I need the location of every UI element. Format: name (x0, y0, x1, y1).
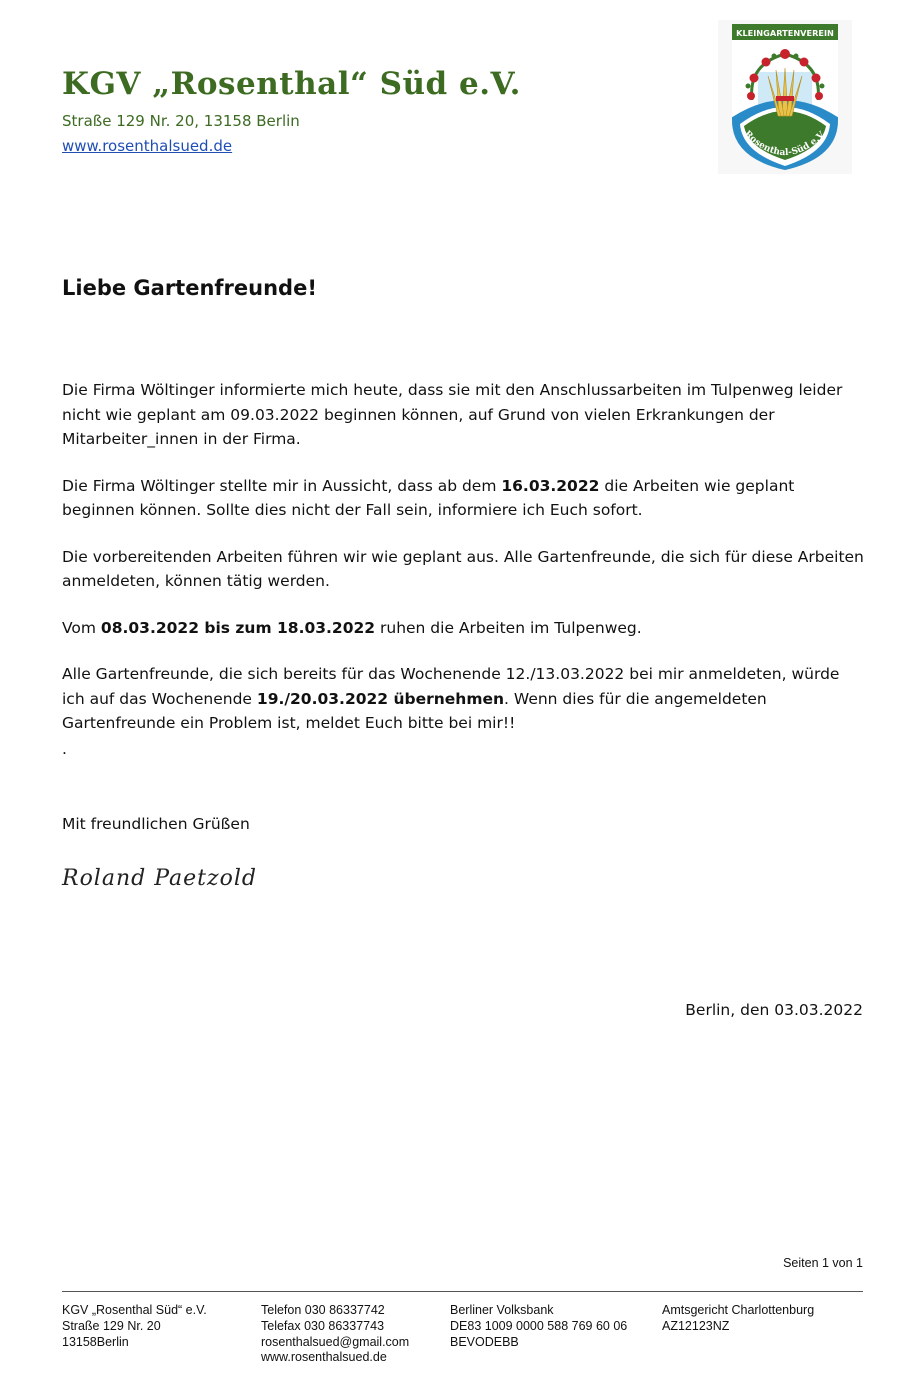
footer-website[interactable]: www.rosenthalsued.de (261, 1350, 387, 1365)
page-number: Seiten 1 von 1 (783, 1256, 863, 1270)
footer-club-city: 13158Berlin (62, 1334, 129, 1349)
closing-phrase: Mit freundlichen Grüßen (62, 815, 250, 833)
footer-registry (662, 1303, 814, 1335)
footer-club-info (62, 1303, 207, 1350)
footer-iban: DE83 1009 0000 588 769 60 06 (450, 1318, 628, 1333)
footer-bank-name: Berliner Volksbank (450, 1303, 554, 1317)
place-date: Berlin, den 03.03.2022 (685, 1001, 863, 1019)
footer-divider (62, 1291, 863, 1292)
footer-contact (261, 1303, 409, 1366)
footer-email[interactable]: rosenthalsued@gmail.com (261, 1334, 410, 1349)
footer-club-name: KGV „Rosenthal Süd“ e.V. (62, 1303, 207, 1317)
new-weekend: 19./20.03.2022 übernehmen (256, 689, 505, 708)
paragraph-1: Die Firma Wöltinger informierte mich heute, dass sie mit den Anschlussarbeiten im Tulpenweg leider nicht wie geplant am 09.03.2022 beginnen können, auf Grund von vielen Erkrankungen der Mitarbeiter_innen in der Firma. (62, 381, 843, 448)
footer-phone: Telefon 030 86337742 (261, 1303, 385, 1317)
paragraph-2 (62, 474, 866, 523)
signature: Roland Paetzold (62, 866, 257, 891)
footer-bic: BEVODEBB (450, 1334, 519, 1349)
paragraph-5-text-c: . Wenn dies für die angemeldeten Gartenfreunde ein Problem ist, meldet Euch bitte bei mir!! (62, 689, 767, 732)
paragraph-5 (62, 662, 866, 736)
website-link[interactable]: www.rosenthalsued.de (62, 137, 233, 155)
footer-bank (450, 1303, 627, 1350)
footer-registry-number: AZ12123NZ (662, 1318, 730, 1333)
letter-body (62, 378, 866, 783)
logo-bottom-textpath: Rosenthal-Süd e.V. (742, 129, 829, 159)
paragraph-4-text-c: ruhen die Arbeiten im Tulpenweg. (375, 618, 642, 637)
greeting-heading: Liebe Gartenfreunde! (62, 276, 317, 300)
org-name: KGV „Rosenthal“ Süd e.V. (62, 66, 521, 102)
club-logo (718, 20, 852, 174)
paragraph-2-text-a: Die Firma Wöltinger stellte mir in Aussicht, dass ab dem (62, 476, 502, 495)
footer-court: Amtsgericht Charlottenburg (662, 1303, 815, 1317)
org-address: Straße 129 Nr. 20, 13158 Berlin (62, 112, 300, 130)
pause-period: 08.03.2022 bis zum 18.03.2022 (100, 618, 376, 637)
logo-top-text: KLEINGARTENVEREIN (736, 28, 834, 38)
paragraph-4-text-a: Vom (62, 618, 101, 637)
paragraph-2-text-c: die Arbeiten wie geplant beginnen können. Sollte dies nicht der Fall sein, informiere ich Euch sofort. (62, 476, 795, 519)
start-date: 16.03.2022 (501, 476, 600, 495)
footer-club-street: Straße 129 Nr. 20 (62, 1318, 161, 1333)
club-logo-graphic (718, 20, 852, 174)
paragraph-4 (62, 616, 866, 641)
footer-fax: Telefax 030 86337743 (261, 1318, 385, 1333)
paragraph-5-text-a: Alle Gartenfreunde, die sich bereits für das Wochenende 12./13.03.2022 bei mir anmeldeten, würde ich auf das Wochenende (62, 665, 840, 708)
trailing-dot: . (62, 739, 67, 758)
paragraph-3: Die vorbereitenden Arbeiten führen wir wie geplant aus. Alle Gartenfreunde, die sich für diese Arbeiten anmeldeten, können tätig werden. (62, 547, 864, 590)
